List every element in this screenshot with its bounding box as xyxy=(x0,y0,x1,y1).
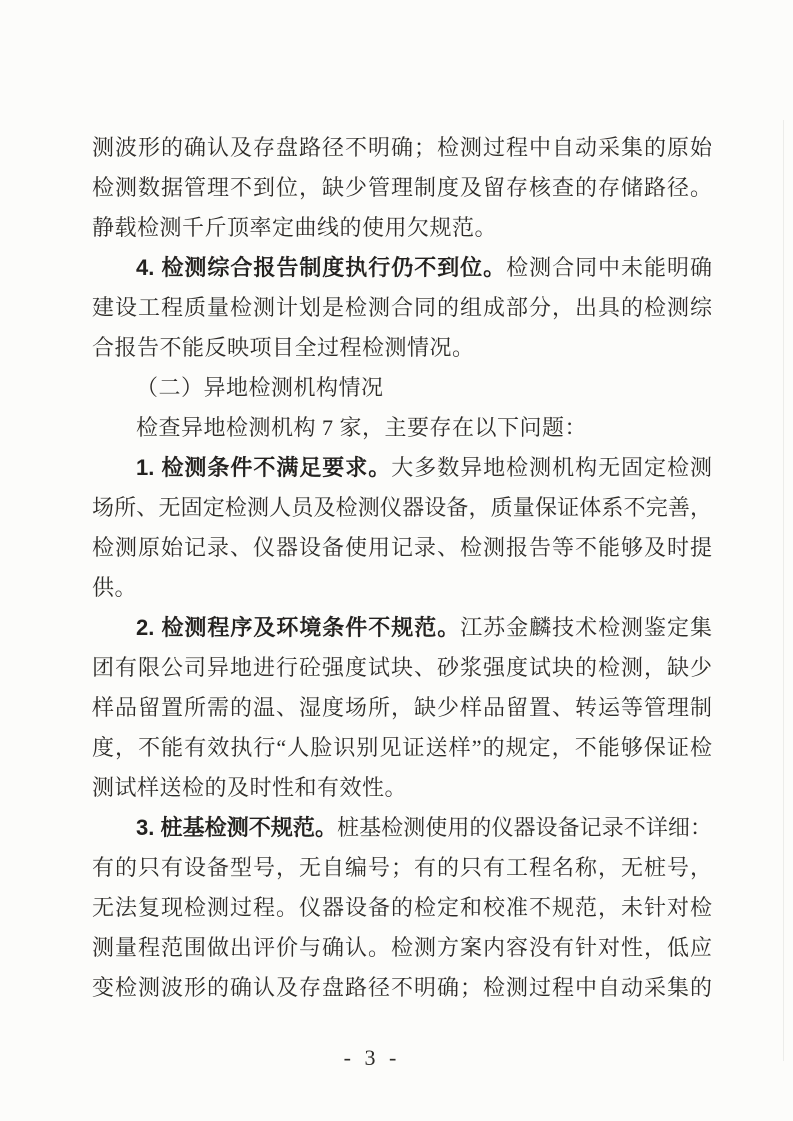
document-line xyxy=(92,768,712,808)
text-run: 大多数异地检测机构无固定检测 xyxy=(391,455,712,480)
document-line xyxy=(92,488,712,528)
scan-artifact-line xyxy=(783,120,784,1061)
text-run: 检查异地检测机构 7 家，主要存在以下问题： xyxy=(136,415,588,440)
document-line xyxy=(92,568,712,608)
text-run: 场所、无固定检测人员及检测仪器设备，质量保证体系不完善， xyxy=(92,495,712,520)
text-run: 测试样送检的及时性和有效性。 xyxy=(92,775,408,800)
document-line xyxy=(92,728,712,768)
heading-run: 1. 检测条件不满足要求。 xyxy=(136,455,392,480)
text-run: 样品留置所需的温、湿度场所，缺少样品留置、转运等管理制 xyxy=(92,695,712,720)
text-run: 江苏金麟技术检测鉴定集 xyxy=(460,615,712,640)
text-run: 建设工程质量检测计划是检测合同的组成部分，出具的检测综 xyxy=(92,295,712,320)
text-run: 有的只有设备型号，无自编号；有的只有工程名称，无桩号， xyxy=(92,855,712,880)
text-run: 测量程范围做出评价与确认。检测方案内容没有针对性，低应 xyxy=(92,935,712,960)
text-run: （二）异地检测机构情况 xyxy=(136,375,384,400)
document-line xyxy=(92,288,712,328)
document-line xyxy=(92,808,712,848)
document-line xyxy=(92,448,712,488)
document-line xyxy=(92,408,712,448)
document-line xyxy=(92,608,712,648)
text-run: 变检测波形的确认及存盘路径不明确；检测过程中自动采集的 xyxy=(92,975,712,1000)
document-line xyxy=(92,968,712,1008)
text-run: 检测合同中未能明确 xyxy=(506,255,712,280)
page-number: - 3 - xyxy=(343,1045,401,1070)
text-run: 测波形的确认及存盘路径不明确；检测过程中自动采集的原始 xyxy=(92,135,712,160)
document-line xyxy=(92,168,712,208)
heading-run: 2. 检测程序及环境条件不规范。 xyxy=(136,615,461,640)
document-line xyxy=(92,128,712,168)
document-line xyxy=(92,208,712,248)
text-run: 团有限公司异地进行砼强度试块、砂浆强度试块的检测，缺少 xyxy=(92,655,712,680)
document-line xyxy=(92,248,712,288)
text-run: 供。 xyxy=(92,575,138,600)
document-line xyxy=(92,368,712,408)
heading-run: 4. 检测综合报告制度执行仍不到位。 xyxy=(136,255,507,280)
document-line xyxy=(92,848,712,888)
document-line xyxy=(92,328,712,368)
text-run: 桩基检测使用的仪器设备记录不详细： xyxy=(337,815,712,840)
text-run: 检测数据管理不到位，缺少管理制度及留存核查的存储路径。 xyxy=(92,175,712,200)
text-run: 合报告不能反映项目全过程检测情况。 xyxy=(92,335,475,360)
document-line xyxy=(92,888,712,928)
document-lines xyxy=(92,128,712,1008)
heading-run: 3. 桩基检测不规范。 xyxy=(136,815,338,840)
document-line xyxy=(92,528,712,568)
document-line xyxy=(92,928,712,968)
text-run: 静载检测千斤顶率定曲线的使用欠规范。 xyxy=(92,215,498,240)
text-run: 度，不能有效执行“人脸识别见证送样”的规定，不能够保证检 xyxy=(92,735,712,760)
document-line xyxy=(92,648,712,688)
document-line xyxy=(92,688,712,728)
text-run: 无法复现检测过程。仪器设备的检定和校准不规范，未针对检 xyxy=(92,895,712,920)
text-run: 检测原始记录、仪器设备使用记录、检测报告等不能够及时提 xyxy=(92,535,712,560)
